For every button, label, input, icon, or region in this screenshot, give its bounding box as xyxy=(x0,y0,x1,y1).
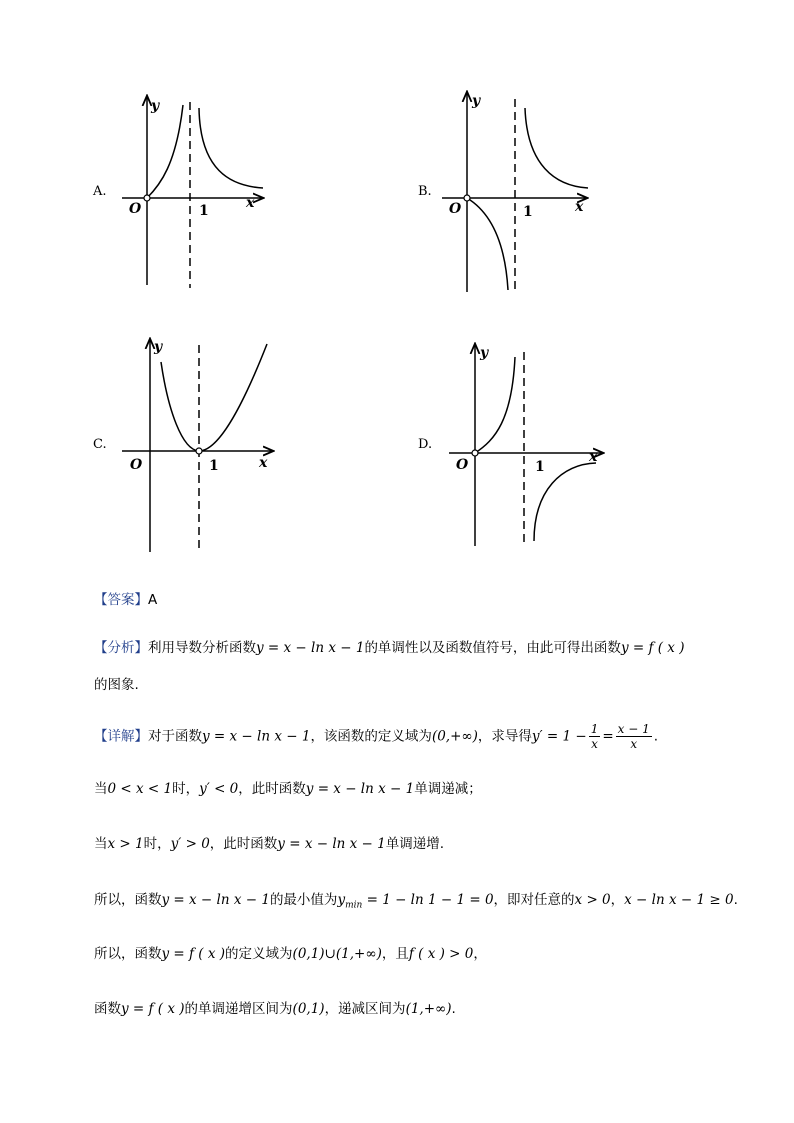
graph-d-axes xyxy=(449,345,602,546)
graph-b-x-label: x xyxy=(575,199,584,215)
graph-b-origin: O xyxy=(449,201,462,217)
detail-line-domain xyxy=(94,944,487,964)
fraction-2-denominator: x xyxy=(630,737,638,751)
answer-line xyxy=(94,590,157,610)
l2-t3: ，此时函数 xyxy=(209,836,278,852)
l5-e1: y = f ( x ) xyxy=(121,1001,185,1017)
l4-t3: ，且 xyxy=(381,946,409,962)
detail-line-minimum xyxy=(94,890,738,916)
l5-t4: . xyxy=(451,1001,456,1017)
option-b-label: B. xyxy=(418,184,432,199)
l5-e3: (1,+∞) xyxy=(405,1001,452,1017)
analysis-line-1 xyxy=(94,638,684,658)
option-c-label: C. xyxy=(93,437,107,452)
detail-line-intervals xyxy=(94,999,456,1019)
l1-e1: 0 < x < 1 xyxy=(107,781,173,797)
graph-c-origin: O xyxy=(130,457,143,473)
graph-c-one: 1 xyxy=(209,458,219,474)
fraction-1-denominator: x xyxy=(591,737,598,751)
detail-text-3: ，求导得 xyxy=(477,728,532,745)
detail-expr-1: y = x − ln x − 1 xyxy=(202,728,311,745)
l1-t2: 时， xyxy=(172,781,200,797)
l4-t1: 所以，函数 xyxy=(94,946,162,962)
analysis-line-2 xyxy=(94,675,139,695)
detail-fraction-2 xyxy=(616,722,652,751)
l3-e3: = 1 − ln 1 − 1 = 0 xyxy=(362,892,494,908)
detail-line xyxy=(94,722,658,751)
analysis-text-1: 利用导数分析函数 xyxy=(148,640,256,656)
detail-line-increasing xyxy=(94,834,444,854)
detail-line-decreasing xyxy=(94,779,482,799)
l5-t1: 函数 xyxy=(94,1001,121,1017)
graph-d-y-label: y xyxy=(480,345,489,361)
l3-t1: 所以，函数 xyxy=(94,892,162,908)
graph-d-curve-left xyxy=(475,357,515,453)
l1-e2: y′ < 0 xyxy=(199,781,239,797)
l3-t4: ， xyxy=(610,892,625,908)
l3-e5: x − ln x − 1 ≥ 0 xyxy=(624,892,734,908)
analysis-tag: 【分析】 xyxy=(94,640,148,656)
fraction-2-numerator: x − 1 xyxy=(617,722,650,736)
l4-e2: (0,1)∪(1,+∞) xyxy=(292,946,382,962)
detail-fraction-1 xyxy=(589,722,601,751)
graph-c-x-label: x xyxy=(259,455,268,471)
l5-t2: 的单调递增区间为 xyxy=(184,1001,293,1017)
l3-e2: y xyxy=(337,892,346,908)
l3-t2: 的最小值为 xyxy=(269,892,338,908)
detail-text-2: ，该函数的定义域为 xyxy=(310,728,432,745)
l1-t4: 单调递减； xyxy=(414,781,482,797)
detail-text-1: 对于函数 xyxy=(148,728,202,745)
detail-equals: = xyxy=(602,728,614,745)
answer-tag: 【答案】 xyxy=(94,592,148,608)
l2-e3: y = x − ln x − 1 xyxy=(277,836,386,852)
graph-a-y-label: y xyxy=(151,98,160,114)
l2-e1: x > 1 xyxy=(107,836,144,852)
option-a-label: A. xyxy=(93,184,107,199)
analysis-expr-1: y = x − ln x − 1 xyxy=(256,640,365,656)
l3-e1: y = x − ln x − 1 xyxy=(161,892,270,908)
graph-a-origin: O xyxy=(129,201,142,217)
l1-t1: 当 xyxy=(94,781,108,797)
l3-sub: min xyxy=(345,900,363,911)
graph-a-one: 1 xyxy=(199,203,209,219)
analysis-text-2: 的单调性以及函数值符号，由此可得出函数 xyxy=(364,640,621,656)
l4-e1: y = f ( x ) xyxy=(161,946,226,962)
l2-e2: y′ > 0 xyxy=(170,836,210,852)
l5-e2: (0,1) xyxy=(292,1001,325,1017)
l1-e3: y = x − ln x − 1 xyxy=(305,781,415,797)
graph-d-open-point xyxy=(472,450,478,456)
graph-b-y-label: y xyxy=(472,93,481,109)
graph-b-one: 1 xyxy=(523,204,533,220)
fraction-1-numerator: 1 xyxy=(590,722,599,736)
option-d-label: D. xyxy=(418,437,433,452)
detail-tag: 【详解】 xyxy=(94,728,148,745)
l2-t1: 当 xyxy=(94,836,108,852)
l2-t2: 时， xyxy=(143,836,171,852)
l5-t3: ，递减区间为 xyxy=(324,1001,406,1017)
l3-t5: . xyxy=(733,892,738,908)
detail-expr-2: (0,+∞) xyxy=(431,728,478,745)
l4-t4: ， xyxy=(473,946,487,962)
detail-expr-3: y′ = 1 − xyxy=(531,728,587,745)
graph-a-x-label: x xyxy=(246,195,255,211)
l3-e4: x > 0 xyxy=(574,892,611,908)
l1-t3: ，此时函数 xyxy=(238,781,306,797)
graph-d-one: 1 xyxy=(535,459,545,475)
l3-t3: ，即对任意的 xyxy=(493,892,575,908)
l4-e3: f ( x ) > 0 xyxy=(408,946,474,962)
answer-value: A xyxy=(148,592,158,608)
l4-t2: 的定义域为 xyxy=(225,946,293,962)
analysis-expr-2: y = f ( x ) xyxy=(620,640,685,656)
graph-d-x-label: x xyxy=(589,449,598,465)
l2-t4: 单调递增. xyxy=(385,836,445,852)
graph-d-origin: O xyxy=(456,457,469,473)
graph-c-y-label: y xyxy=(154,339,163,355)
detail-end: . xyxy=(653,728,659,745)
analysis-text-3: 的图象. xyxy=(94,677,139,693)
